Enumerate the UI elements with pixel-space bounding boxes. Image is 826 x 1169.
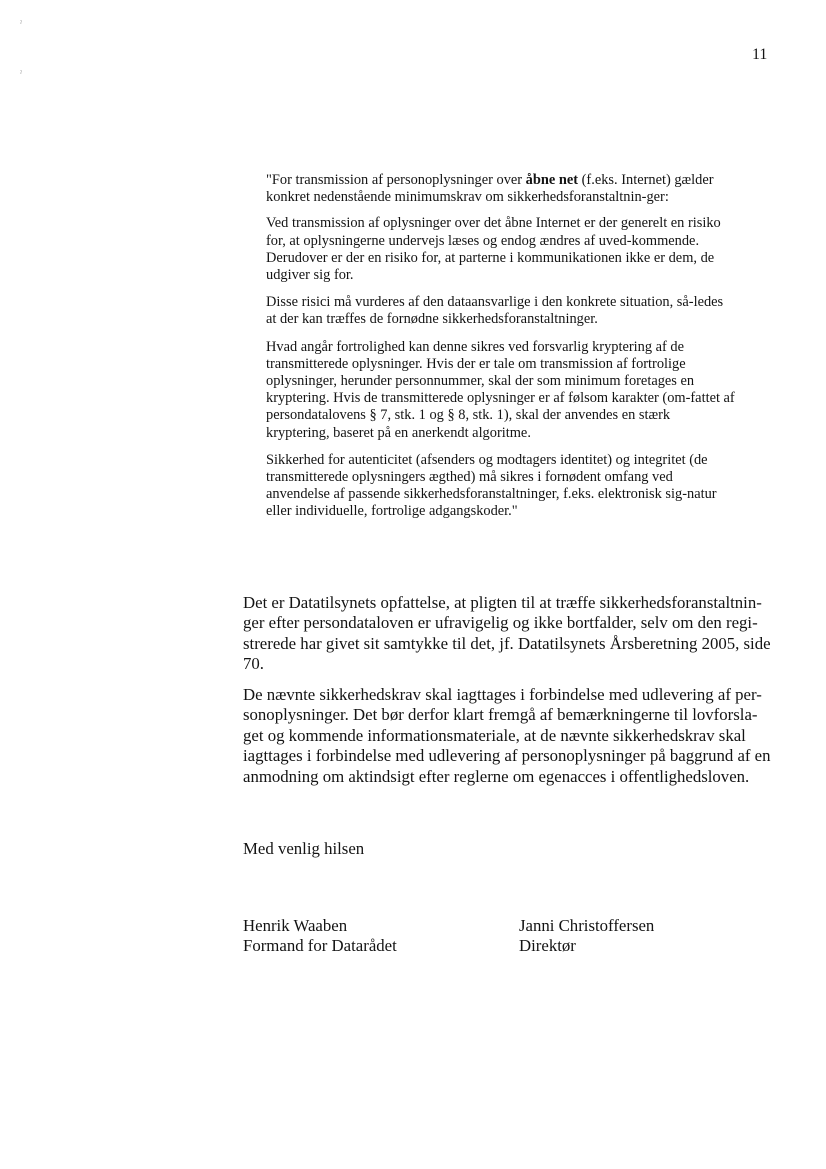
page-number: 11	[752, 46, 768, 63]
signatory-title: Formand for Datarådet	[243, 936, 397, 956]
scan-mark: ˀ	[20, 19, 22, 28]
quote-paragraph: Disse risici må vurderes af den dataansvarlige i den konkrete situation, så-ledes at der kan træffes de fornødne sikkerhedsforanstaltninger.	[266, 294, 724, 328]
quote-intro	[266, 172, 736, 206]
quote-paragraph: Sikkerhed for autenticitet (afsenders og modtagers identitet) og integritet (de transmitterede oplysningers ægthed) må sikres i fornødent omfang ved anvendelse af passende sikkerhedsforanstaltninger, f.eks. elektronisk sig-natur eller individuelle, fortrolige adgangskoder."	[266, 451, 717, 520]
scan-mark: ˀ	[20, 69, 22, 78]
quote-intro-text: "For transmission af personoplysninger over	[266, 172, 526, 188]
quote-paragraph: Hvad angår fortrolighed kan denne sikres ved forsvarlig kryptering af de transmitterede oplysninger. Hvis der er tale om transmission af fortrolige oplysninger, herunder personnummer, skal der som minimum foretages en kryptering. Hvis de transmitterede oplysninger er af følsom karakter (om-fattet af persondatalovens § 7, stk. 1 og § 8, stk. 1), skal der anvendes en stærk kryptering, baseret på en anerkendt algoritme.	[266, 338, 735, 441]
quote-intro-emphasis: åbne net	[525, 172, 579, 188]
body-paragraph: Det er Datatilsynets opfattelse, at pligten til at træffe sikkerhedsforanstaltnin-ger efter persondataloven er ufravigelig og ikke bortfalder, selv om den regi-strerede har givet sit samtykke til det, jf. Datatilsynets Årsberetning 2005, side 70.	[243, 593, 771, 674]
signatory-name: Henrik Waaben	[243, 916, 348, 935]
signature-block	[519, 916, 654, 957]
signature-block	[243, 916, 397, 957]
quote-paragraph: Ved transmission af oplysninger over det åbne Internet er der generelt en risiko for, at oplysningerne undervejs læses og endog ændres af uved-kommende. Derudover er der en risiko for, at parterne i kommunikationen ikke er dem, de udgiver sig for.	[266, 215, 721, 284]
signatory-title: Direktør	[519, 936, 576, 956]
quoted-guidelines	[266, 172, 736, 531]
quote-intro-text: (f.eks. Internet) gælder konkret nedenstående minimumskrav om sikkerhedsforanstaltnin-ger:	[266, 172, 714, 206]
signatory-name: Janni Christoffersen	[519, 916, 655, 935]
closing-greeting: Med venlig hilsen	[243, 839, 365, 858]
body-paragraph: De nævnte sikkerhedskrav skal iagttages i forbindelse med udlevering af per-sonoplysninger. Det bør derfor klart fremgå af bemærkningerne til lovforsla-get og kommende informationsmateriale, at de nævnte sikkerhedskrav skal iagttages i forbindelse med udlevering af personoplysninger på baggrund af en anmodning om aktindsigt efter reglerne om egenacces i offentlighedsloven.	[243, 685, 771, 786]
